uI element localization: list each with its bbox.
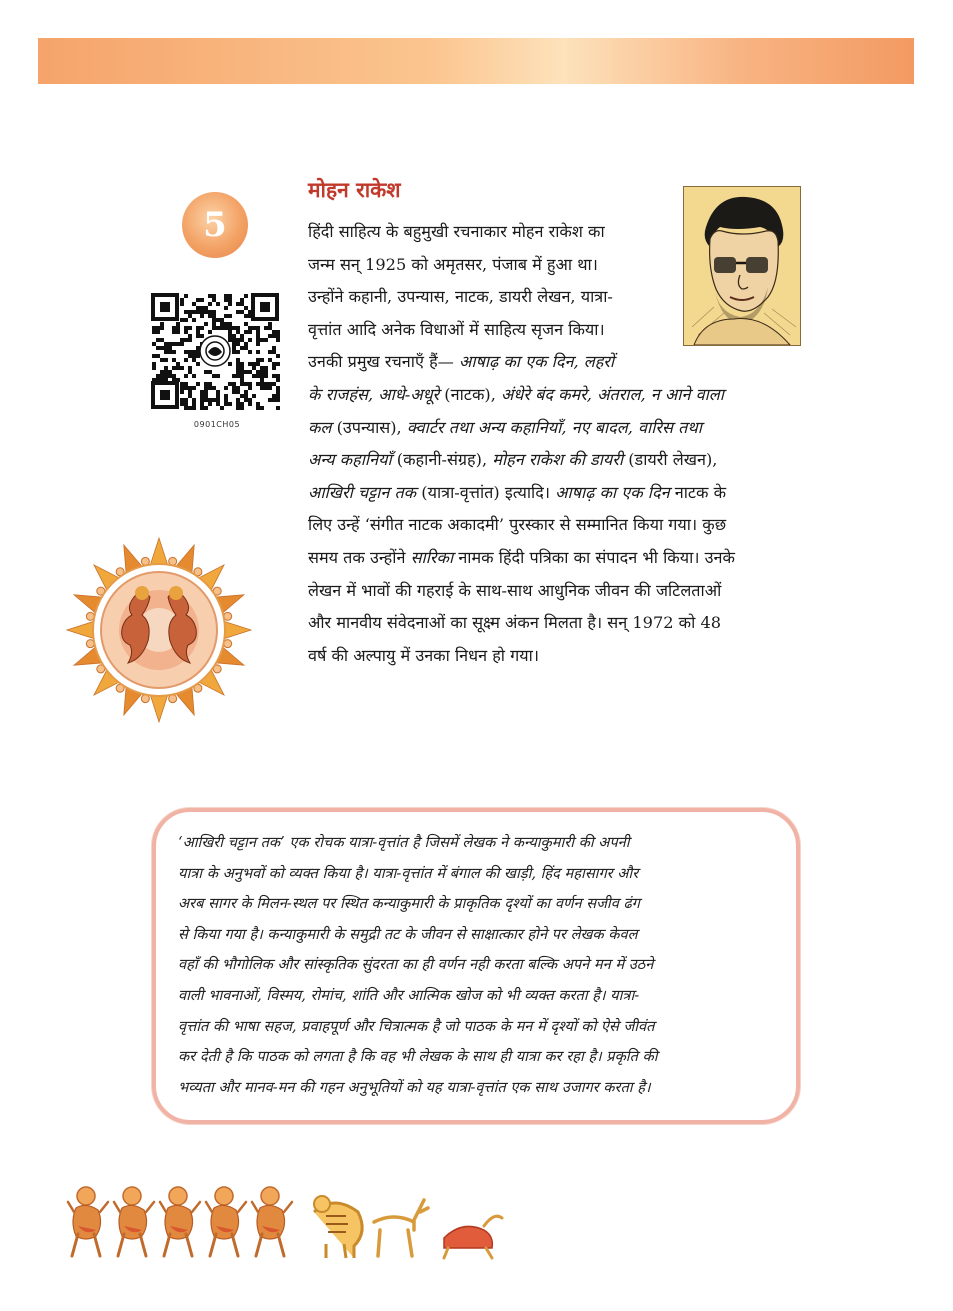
intro-line: कर देती है कि पाठक को लगता है कि वह भी लेखक के साथ ही यात्रा कर रहा है। प्रकृति की xyxy=(178,1048,658,1066)
bio-work-title: क्वार्टर तथा अन्य कहानियाँ, नए बादल, वारिस तथा xyxy=(406,417,702,437)
top-header-band xyxy=(38,38,914,84)
chapter-intro-text xyxy=(178,828,778,1103)
bio-line xyxy=(308,575,802,608)
intro-line: अरब सागर के मिलन-स्थल पर स्थित कन्याकुमारी के प्राकृतिक दृश्यों का वर्णन सजीव ढंग xyxy=(178,895,640,913)
bio-text: समय तक उन्होंने xyxy=(308,547,411,567)
bio-line xyxy=(308,281,670,314)
bio-text: नाटक के xyxy=(669,482,727,502)
bio-text: नामक हिंदी पत्रिका का संपादन भी किया। उनके xyxy=(453,547,735,567)
bio-text: उन्होंने कहानी, उपन्यास, नाटक, डायरी लेखन, यात्रा- xyxy=(308,287,613,307)
bio-text: जन्म सन् 1925 को अमृतसर, पंजाब में हुआ था। xyxy=(308,254,598,274)
bio-work-title: आखिरी चट्टान तक xyxy=(308,482,417,502)
bio-text: (डायरी लेखन), xyxy=(623,450,718,470)
bio-work-title: अन्य कहानियाँ xyxy=(308,450,392,470)
bio-work-title: मोहन राकेश की डायरी xyxy=(492,450,624,470)
author-name: मोहन राकेश xyxy=(308,177,401,202)
warli-figures-icon xyxy=(64,1182,504,1262)
intro-line: वाली भावनाओं, विस्मय, रोमांच, शांति और आत्मिक खोज को भी व्यक्त करता है। यात्रा- xyxy=(178,986,640,1004)
bio-text: वृत्तांत आदि अनेक विधाओं में साहित्य सृजन किया। xyxy=(308,319,605,339)
qr-code-icon[interactable] xyxy=(150,292,280,410)
author-bio xyxy=(308,216,802,672)
bio-line xyxy=(308,249,670,282)
bio-text: लिए उन्हें ‘संगीत नाटक अकादमी’ पुरस्कार से सम्मानित किया गया। कुछ xyxy=(308,515,727,535)
bio-work-title: सारिका xyxy=(410,547,454,567)
bio-text: (उपन्यास), xyxy=(331,417,407,437)
bio-line xyxy=(308,379,802,412)
bio-text: वर्ष की अल्पायु में उनका निधन हो गया। xyxy=(308,645,539,665)
bio-line xyxy=(308,640,802,673)
bio-text: (कहानी-संग्रह), xyxy=(391,450,493,470)
bio-line xyxy=(308,607,802,640)
qr-code-label: 0901CH05 xyxy=(193,420,241,429)
intro-line: वृत्तांत की भाषा सहज, प्रवाहपूर्ण और चित्रात्मक है जो पाठक के मन में दृश्यों को ऐसे जीवंत xyxy=(178,1017,655,1035)
bio-text: उनकी प्रमुख रचनाएँ हैं— xyxy=(308,352,460,372)
bio-work-title: अंधेरे बंद कमरे, अंतराल, न आने वाला xyxy=(501,384,724,404)
bio-line xyxy=(308,314,670,347)
bio-text: (यात्रा-वृत्तांत) इत्यादि। xyxy=(416,482,556,502)
bio-line xyxy=(308,444,802,477)
bio-work-title: आषाढ़ का एक दिन xyxy=(555,482,670,502)
bio-text: लेखन में भावों की गहराई के साथ-साथ आधुनिक जीवन की जटिलताओं xyxy=(308,580,722,600)
bio-line xyxy=(308,346,670,379)
chapter-number-badge: 5 xyxy=(182,192,248,258)
bio-line xyxy=(308,509,802,542)
intro-line: ‘आखिरी चट्टान तक’ एक रोचक यात्रा-वृत्तांत है जिसमें लेखक ने कन्याकुमारी की अपनी xyxy=(178,834,630,851)
bio-line xyxy=(308,542,802,575)
intro-line: भव्यता और मानव-मन की गहन अनुभूतियों को यह यात्रा-वृत्तांत एक साथ उजागर करता है। xyxy=(178,1078,651,1096)
bio-text: हिंदी साहित्य के बहुमुखी रचनाकार मोहन राकेश का xyxy=(308,222,605,241)
bio-line xyxy=(308,216,670,249)
intro-line: से किया गया है। कन्याकुमारी के समुद्री तट के जीवन से साक्षात्कार होने पर लेखक केवल xyxy=(178,925,638,943)
bio-work-title: के राजहंस, आधे-अधूरे xyxy=(308,384,440,404)
bio-line xyxy=(308,412,802,445)
intro-line: यात्रा के अनुभवों को व्यक्त किया है। यात्रा-वृत्तांत में बंगाल की खाड़ी, हिंद महासागर और xyxy=(178,864,639,882)
bio-work-title: कल xyxy=(308,417,332,437)
bio-text: और मानवीय संवेदनाओं का सूक्ष्म अंकन मिलता है। सन् 1972 को 48 xyxy=(308,613,722,633)
intro-line: वहाँ की भौगोलिक और सांस्कृतिक सुंदरता का ही वर्णन नही करता बल्कि अपने मन में उठने xyxy=(178,956,654,974)
bio-line xyxy=(308,477,802,510)
bio-work-title: आषाढ़ का एक दिन, लहरों xyxy=(459,352,615,372)
sun-lions-icon xyxy=(64,535,254,725)
bio-text: (नाटक), xyxy=(439,384,501,404)
